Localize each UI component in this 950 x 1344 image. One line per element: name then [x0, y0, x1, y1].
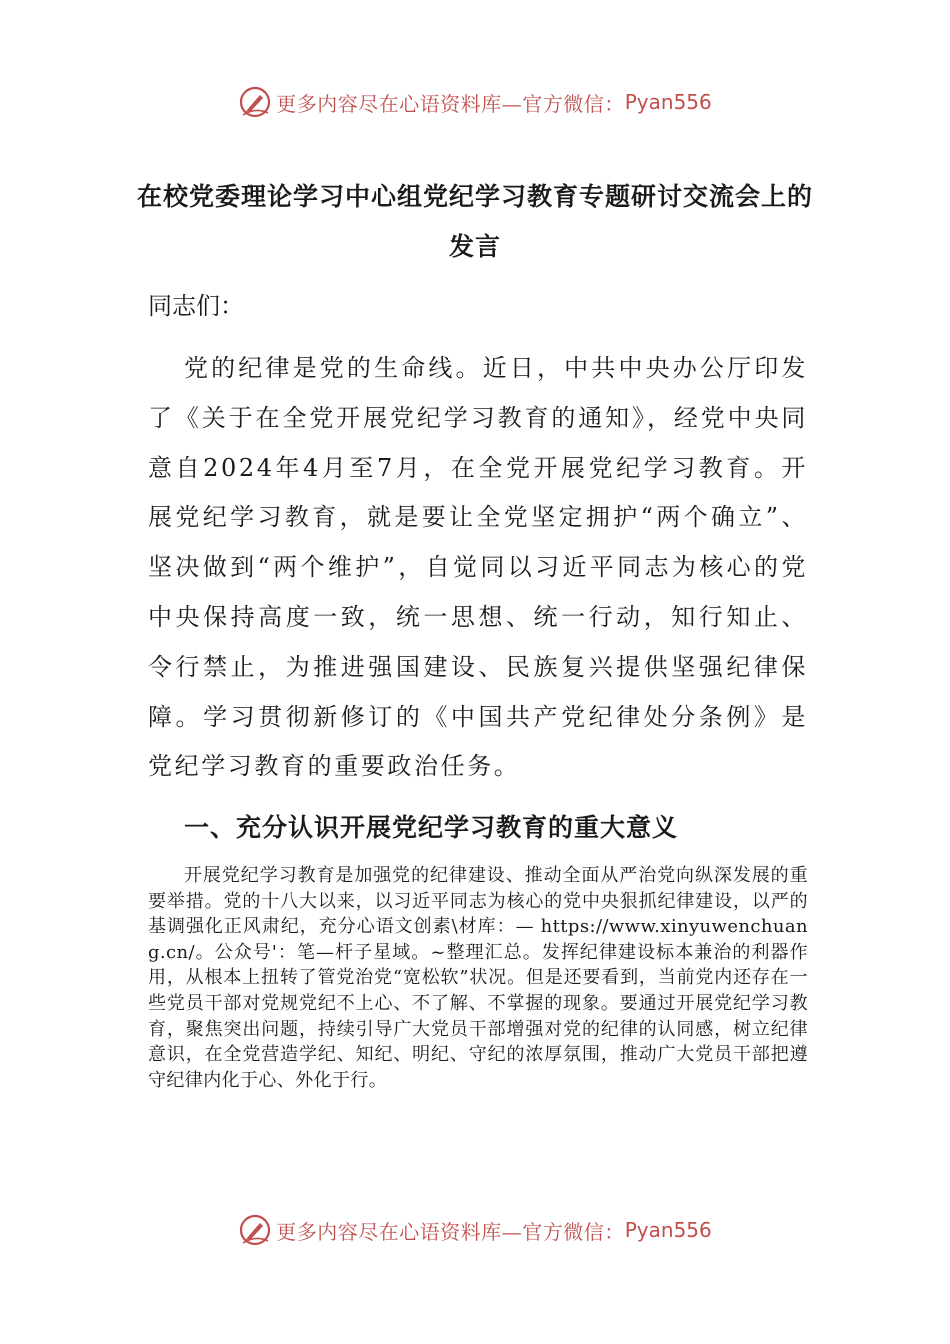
paragraph-section-1: 开展党纪学习教育是加强党的纪律建设、推动全面从严治党向纵深发展的重要举措。党的十八大以来，以习近平同志为核心的党中央狠抓纪律建设，以严的基调强化正风肃纪，充分心语文创素\材库：— https://www.xinyuwenchuang.cn/。公众号'：笔—杆子星域。~整理汇总。发挥纪律建设标本兼治的利器作用，从根本上扭转了管党治党“宽松软”状况。但是还要看到，当前党内还存在一些党员干部对党规党纪不上心、不了解、不掌握的现象。要通过开展党纪学习教育，聚焦突出问题，持续引导广大党员干部增强对党的纪律的认同感，树立纪律意识，在全党营造学纪、知纪、明纪、守纪的浓厚氛围，推动广大党员干部把遵守纪律内化于心、外化于行。 — [148, 865, 808, 1091]
footer-banner — [0, 1210, 950, 1250]
paragraph-intro: 党的纪律是党的生命线。近日，中共中央办公厅印发了《关于在全党开展党纪学习教育的通知》，经党中央同意自2024年4月至7月，在全党开展党纪学习教育。开展党纪学习教育，就是要让全党坚定拥护“两个确立”、坚决做到“两个维护”，自觉同以习近平同志为核心的党中央保持高度一致，统一思想、统一行动，知行知止、令行禁止，为推进强国建设、民族复兴提供坚强纪律保障。学习贯彻新修订的《中国共产党纪律处分条例》是党纪学习教育的重要政治任务。 — [148, 354, 808, 781]
document-title: 在校党委理论学习中心组党纪学习教育专题研讨交流会上的发言 — [136, 182, 813, 261]
banner-text: 更多内容尽在心语资料库—官方微信： — [276, 1219, 625, 1244]
salutation: 同志们： — [148, 292, 244, 320]
banner-wechat-id: Pyan556 — [624, 90, 712, 114]
banner-text: 更多内容尽在心语资料库—官方微信： — [276, 91, 625, 116]
section-heading-1: 一、充分认识开展党纪学习教育的重大意义 — [184, 813, 679, 842]
header-banner — [0, 82, 950, 122]
banner-wechat-id: Pyan556 — [624, 1218, 712, 1242]
pen-logo-icon — [238, 1213, 272, 1247]
pen-logo-icon — [238, 85, 272, 119]
